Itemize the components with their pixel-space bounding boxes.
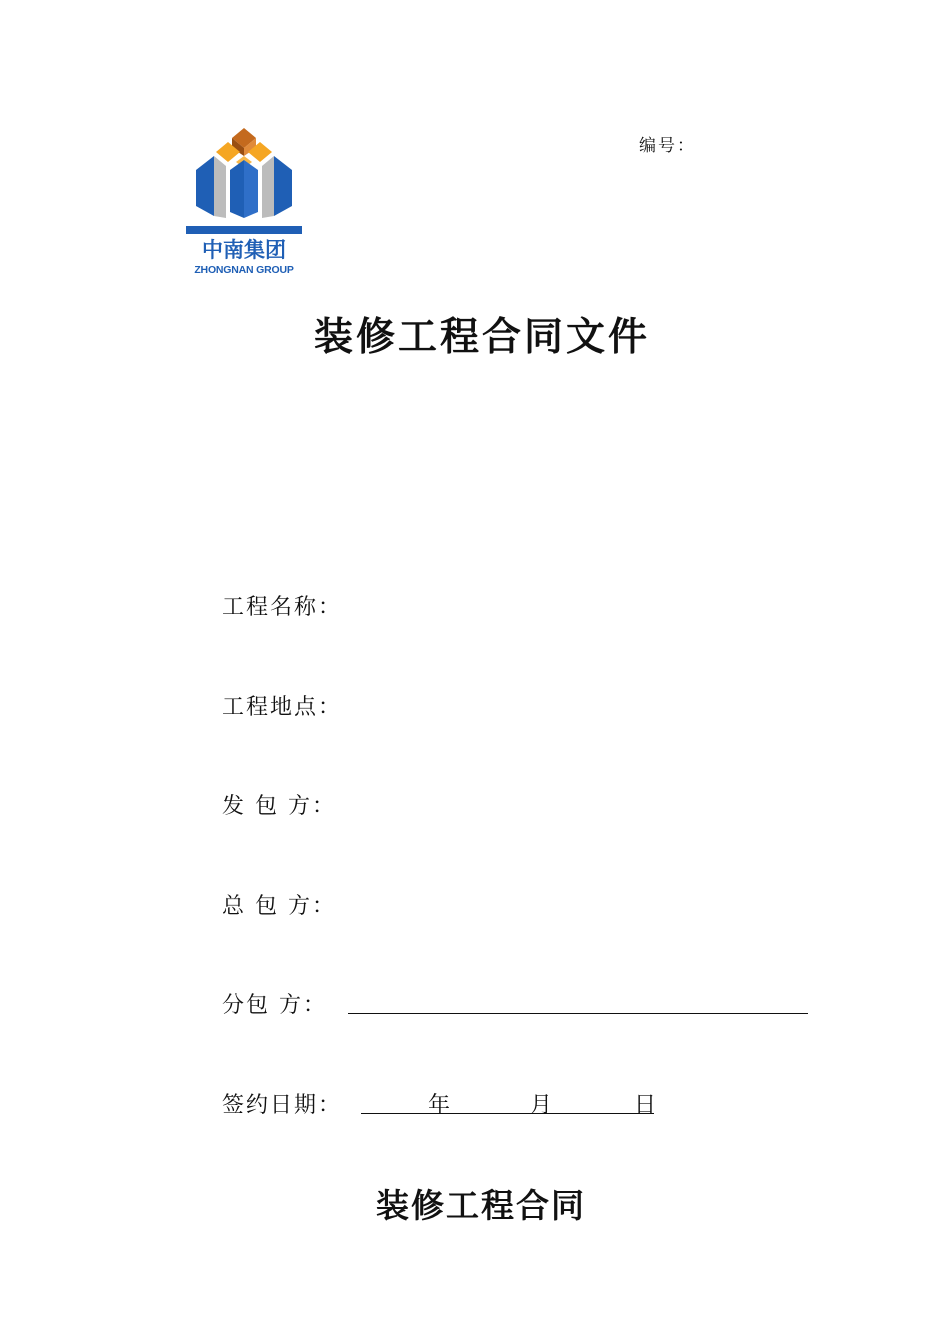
subcontractor-underline	[348, 1013, 808, 1014]
project-name-label: 工程名称：	[222, 595, 343, 620]
signing-date-underline	[361, 1113, 654, 1114]
contract-subtitle: 装修工程合同	[376, 1186, 586, 1225]
general-contractor-label: 总 包 方：	[222, 894, 336, 919]
company-logo	[186, 126, 302, 280]
logo-name-en: ZHONGNAN GROUP	[194, 264, 294, 276]
logo-name-cn: 中南集团	[202, 238, 286, 262]
subcontractor-label: 分包 方：	[222, 993, 327, 1018]
employer-label: 发 包 方：	[222, 794, 336, 819]
date-day-label: 日	[634, 1093, 657, 1118]
document-title: 装修工程合同文件	[313, 314, 650, 360]
signing-date-label: 签约日期：	[222, 1093, 343, 1118]
date-year-label: 年	[428, 1093, 451, 1118]
project-location-label: 工程地点：	[222, 695, 343, 720]
serial-number-label: 编号：	[639, 136, 696, 156]
buildings-logo-icon	[186, 126, 302, 238]
date-month-label: 月	[530, 1093, 553, 1118]
